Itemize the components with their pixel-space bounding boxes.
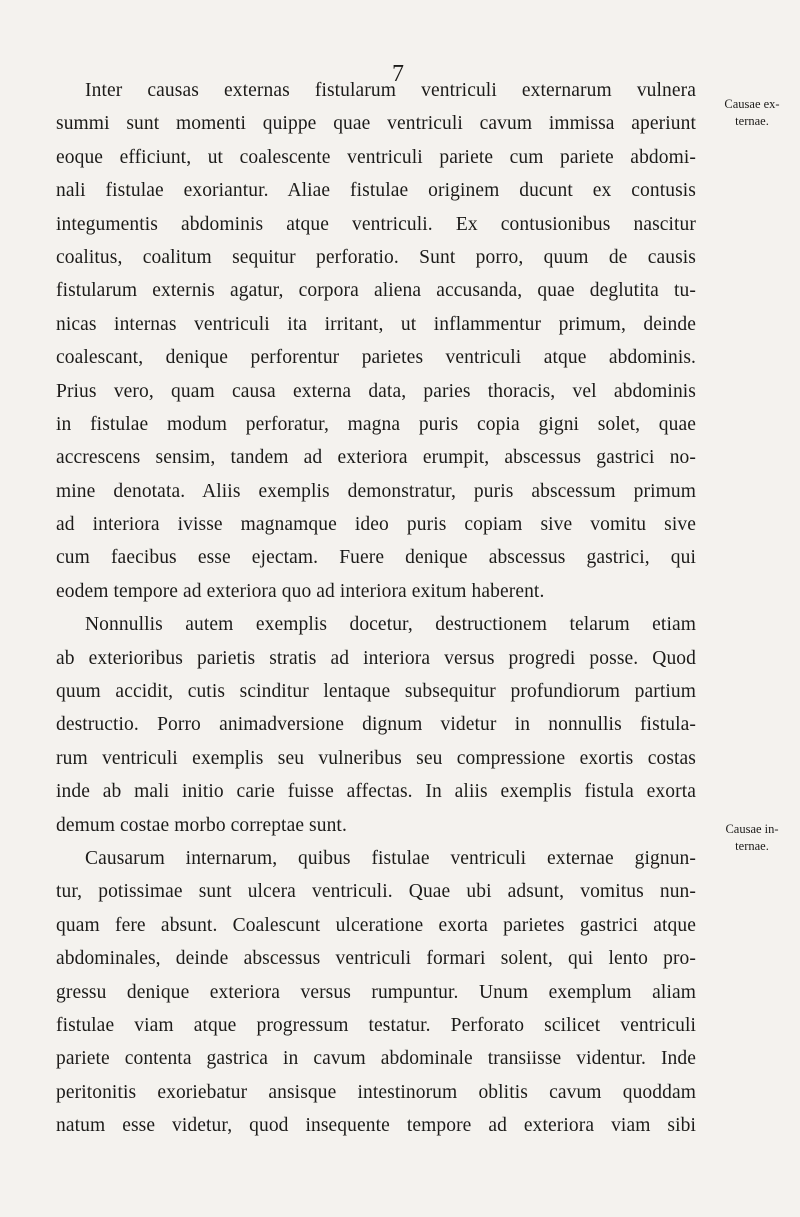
text-line: demum costae morbo correptae sunt. bbox=[56, 814, 347, 836]
text-line: Inter causas externas fistularum ventriculi externarum vulnera bbox=[85, 80, 696, 101]
text-line: eodem tempore ad exteriora quo ad interiora exitum haberent. bbox=[56, 580, 545, 602]
margin-note-line: Causae in- bbox=[725, 822, 779, 836]
text-line: mine denotata. Aliis exemplis demonstratur, puris abscessum primum bbox=[56, 480, 696, 502]
text-line: ab exterioribus parietis stratis ad interiora versus progredi posse. Quod bbox=[56, 647, 696, 669]
text-line: rum ventriculi exemplis seu vulneribus seu compressione exortis costas bbox=[56, 747, 696, 769]
text-line: fistulae viam atque progressum testatur. Perforato scilicet ventriculi bbox=[56, 1014, 696, 1036]
text-line: nicas internas ventriculi ita irritant, ut inflammentur primum, deinde bbox=[56, 313, 696, 335]
text-line: Nonnullis autem exemplis docetur, destructionem telarum etiam bbox=[85, 614, 696, 636]
margin-note-internal-causes bbox=[707, 821, 797, 855]
text-line: integumentis abdominis atque ventriculi. Ex contusionibus nascitur bbox=[56, 213, 696, 235]
text-line: destructio. Porro animadversione dignum videtur in nonnullis fistula- bbox=[56, 714, 696, 736]
text-line: summi sunt momenti quippe quae ventriculi cavum immissa aperiunt bbox=[56, 113, 696, 135]
margin-note-line: Causae ex- bbox=[724, 97, 780, 111]
text-line: ad interiora ivisse magnamque ideo puris copiam sive vomitu sive bbox=[56, 514, 696, 536]
text-line: Prius vero, quam causa externa data, paries thoracis, vel abdominis bbox=[56, 380, 696, 402]
text-line: accrescens sensim, tandem ad exteriora erumpit, abscessus gastrici no- bbox=[56, 447, 696, 469]
margin-note-line: ternae. bbox=[735, 839, 769, 853]
text-line: quam fere absunt. Coalescunt ulceratione exorta parietes gastrici atque bbox=[56, 914, 696, 936]
text-line: Causarum internarum, quibus fistulae ventriculi externae gignun- bbox=[85, 847, 696, 869]
text-line: inde ab mali initio carie fuisse affectas. In aliis exemplis fistula exorta bbox=[56, 781, 696, 803]
text-line: coalescant, denique perforentur parietes ventriculi atque abdominis. bbox=[56, 347, 696, 369]
margin-note-line: ternae. bbox=[735, 114, 769, 128]
text-line: in fistulae modum perforatur, magna puris copia gigni solet, quae bbox=[56, 413, 696, 435]
page-number: 7 bbox=[392, 61, 404, 87]
text-line: eoque efficiunt, ut coalescente ventriculi pariete cum pariete abdomi- bbox=[56, 146, 696, 168]
text-line: abdominales, deinde abscessus ventriculi formari solent, qui lento pro- bbox=[56, 948, 696, 970]
text-line: nali fistulae exoriantur. Aliae fistulae originem ducunt ex contusis bbox=[56, 180, 696, 202]
body-text bbox=[56, 74, 696, 1143]
text-line: cum faecibus esse ejectam. Fuere denique abscessus gastrici, qui bbox=[56, 547, 696, 569]
margin-note-external-causes bbox=[707, 96, 797, 130]
text-line: pariete contenta gastrica in cavum abdominale transiisse videntur. Inde bbox=[56, 1048, 696, 1070]
text-line: gressu denique exteriora versus rumpuntur. Unum exemplum aliam bbox=[56, 981, 696, 1003]
text-line: natum esse videtur, quod insequente tempore ad exteriora viam sibi bbox=[56, 1115, 696, 1137]
text-line: coalitus, coalitum sequitur perforatio. Sunt porro, quum de causis bbox=[56, 246, 696, 268]
text-line: peritonitis exoriebatur ansisque intestinorum oblitis cavum quoddam bbox=[56, 1081, 696, 1103]
text-line: fistularum externis agatur, corpora aliena accusanda, quae deglutita tu- bbox=[56, 280, 696, 302]
text-line: tur, potissimae sunt ulcera ventriculi. Quae ubi adsunt, vomitus nun- bbox=[56, 881, 696, 903]
text-line: quum accidit, cutis scinditur lentaque subsequitur profundiorum partium bbox=[56, 681, 696, 703]
